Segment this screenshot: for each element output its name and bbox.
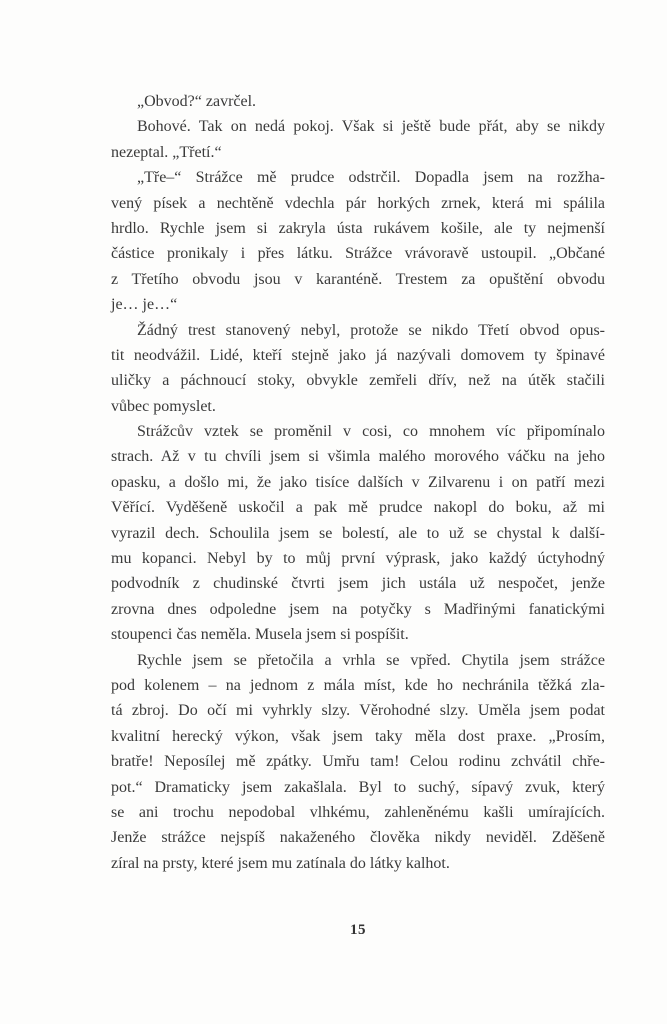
- text-line: tit neodvážil. Lidé, kteří stejně jako já nazývali domovem ty špinavé: [111, 346, 605, 364]
- text-line: Rychle jsem se přetočila a vrhla se vpřed. Chytila jsem strážce: [137, 651, 605, 669]
- text-line: podvodník z chudinské čtvrti jsem jich ustála už nespočet, jenže: [111, 575, 605, 593]
- text-line: se ani trochu nepodobal vlhkému, zahleněnému kašli umírajících.: [111, 803, 605, 821]
- text-line: pod kolenem – na jednom z mála míst, kde ho nechránila těžká zla-: [111, 676, 605, 694]
- text-line: bratře! Neposílej mě zpátky. Umřu tam! Celou rodinu zchvátil chře-: [111, 753, 605, 771]
- text-line: vený písek a nechtěně vdechla pár horkých zrnek, která mi spálila: [111, 194, 605, 212]
- text-line: pot.“ Dramaticky jsem zakašlala. Byl to suchý, sípavý zvuk, který: [111, 778, 605, 796]
- text-line: Bohové. Tak on nedá pokoj. Však si ještě bude přát, aby se nikdy: [137, 118, 605, 136]
- text-line: hrdlo. Rychle jsem si zakryla ústa rukávem košile, ale ty nejmenší: [111, 219, 605, 237]
- text-line: uličky a páchnoucí stoky, obvykle zemřeli dřív, než na útěk stačili: [111, 372, 605, 390]
- text-line: je… je…“: [111, 296, 178, 314]
- text-line: Strážcův vztek se proměnil v cosi, co mnohem víc připomínalo: [137, 423, 605, 441]
- text-line: „Obvod?“ zavrčel.: [137, 93, 257, 110]
- text-line: nezeptal. „Třetí.“: [111, 143, 222, 161]
- page-number: 15: [350, 922, 366, 938]
- text-line: mu kopanci. Nebyl by to můj první výprask, jako každý úctyhodný: [111, 550, 605, 568]
- text-line: Věřící. Vyděšeně uskočil a pak mě prudce nakopl do boku, až mi: [111, 499, 605, 517]
- text-line: vyrazil dech. Schoulila jsem se bolestí, ale to už se chystal k další-: [111, 524, 605, 542]
- text-line: Jenže strážce nejspíš nakaženého člověka nikdy neviděl. Zděšeně: [111, 829, 605, 847]
- text-line: zíral na prsty, které jsem mu zatínala do látky kalhot.: [111, 854, 450, 872]
- text-line: Žádný trest stanovený nebyl, protože se nikdo Třetí obvod opus-: [137, 321, 605, 339]
- text-line: zrovna dnes odpoledne jsem na potyčky s Madřinými fanatickými: [111, 600, 605, 618]
- text-line: částice pronikaly i přes látku. Strážce vrávoravě ustoupil. „Občané: [111, 245, 605, 263]
- text-line: „Tře–“ Strážce mě prudce odstrčil. Dopadla jsem na rozžha-: [137, 169, 605, 187]
- text-line: kvalitní herecký výkon, však jsem taky měla dost praxe. „Prosím,: [111, 727, 605, 745]
- text-line: vůbec pomyslet.: [111, 397, 216, 415]
- book-page-text: [111, 89, 605, 876]
- text-line: strach. Až v tu chvíli jsem si všimla malého morového váčku na jeho: [111, 448, 605, 466]
- text-line: stoupenci čas neměla. Musela jsem si pospíšit.: [111, 626, 409, 644]
- text-line: tá zbroj. Do očí mi vyhrkly slzy. Věrohodné slzy. Uměla jsem podat: [111, 702, 605, 720]
- text-line: z Třetího obvodu jsou v karanténě. Trestem za opuštění obvodu: [111, 270, 605, 288]
- text-line: opasku, a došlo mi, že jako tisíce dalších v Zilvarenu i on patří mezi: [111, 473, 605, 491]
